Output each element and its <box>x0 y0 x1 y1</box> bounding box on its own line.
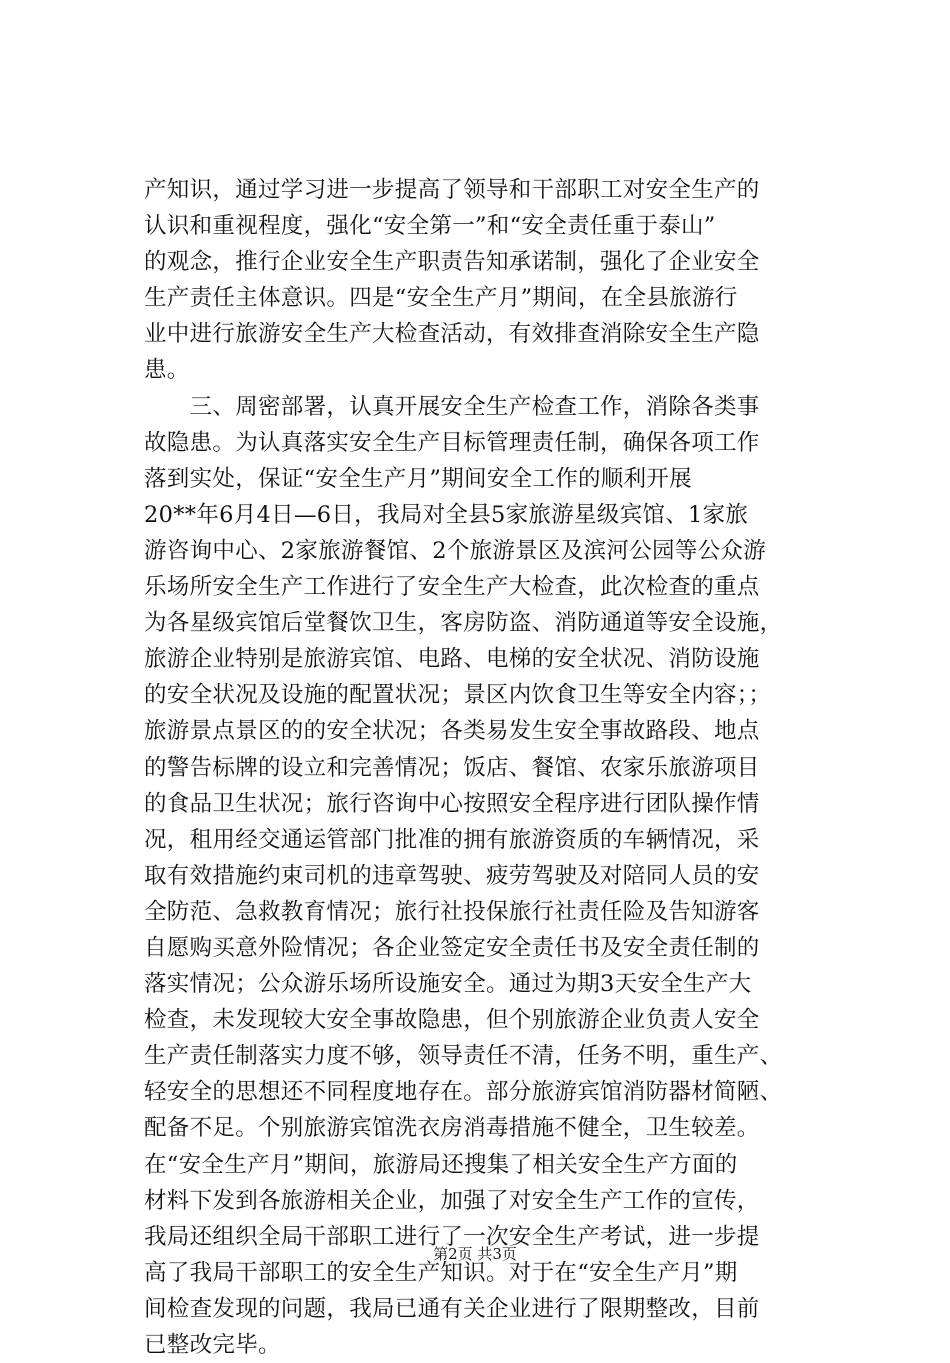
text-line: 生产责任主体意识。四是“安全生产月”期间，在全县旅游行 <box>144 285 738 312</box>
text-line: 全防范、急救教育情况；旅行社投保旅行社责任险及告知游客 <box>144 898 760 925</box>
text-line: 游咨询中心、2家旅游餐馆、2个旅游景区及滨河公园等公众游 <box>144 537 767 564</box>
text-line: 取有效措施约束司机的违章驾驶、疲劳驾驶及对陪同人员的安 <box>144 862 760 889</box>
text-line: 为各星级宾馆后堂餐饮卫生，客房防盗、消防通道等安全设施， <box>144 610 783 637</box>
text-line: 故隐患。为认真落实安全生产目标管理责任制，确保各项工作 <box>144 429 760 456</box>
text-line: 的安全状况及设施的配置状况；景区内饮食卫生等安全内容；； <box>144 682 772 709</box>
text-line: 的警告标牌的设立和完善情况；饭店、餐馆、农家乐旅游项目 <box>144 754 760 781</box>
page-footer <box>0 1244 950 1264</box>
text-line: 轻安全的思想还不同程度地存在。部分旅游宾馆消防器材简陋、 <box>144 1079 783 1106</box>
text-line: 三、周密部署，认真开展安全生产检查工作，消除各类事 <box>144 393 760 420</box>
text-line: 产知识，通过学习进一步提高了领导和干部职工对安全生产的 <box>144 177 760 203</box>
text-line: 乐场所安全生产工作进行了安全生产大检查，此次检查的重点 <box>144 574 760 601</box>
text-line: 生产责任制落实力度不够，领导责任不清，任务不明，重生产、 <box>144 1043 783 1070</box>
body-text <box>144 172 810 1363</box>
text-line: 检查，未发现较大安全事故隐患，但个别旅游企业负责人安全 <box>144 1007 760 1034</box>
text-line: 我局还组织全局干部职工进行了一次安全生产考试，进一步提 <box>144 1223 760 1250</box>
text-line: 患。 <box>144 357 190 384</box>
text-line: 自愿购买意外险情况；各企业签定安全责任书及安全责任制的 <box>144 934 760 961</box>
text-line: 的食品卫生状况；旅行咨询中心按照安全程序进行团队操作情 <box>144 790 760 817</box>
text-line: 间检查发现的问题，我局已通有关企业进行了限期整改，目前 <box>144 1295 760 1322</box>
text-line: 业中进行旅游安全生产大检查活动，有效排查消除安全生产隐 <box>144 321 760 348</box>
text-line: 20**年6月4日—6日，我局对全县5家旅游星级宾馆、1家旅 <box>144 501 749 528</box>
text-line: 的观念，推行企业安全生产职责告知承诺制，强化了企业安全 <box>144 249 760 276</box>
text-line: 落到实处，保证“安全生产月”期间安全工作的顺利开展 <box>144 465 693 492</box>
text-line: 旅游景点景区的的安全状况；各类易发生安全事故路段、地点 <box>144 718 760 745</box>
text-line: 旅游企业特别是旅游宾馆、电路、电梯的安全状况、消防设施 <box>144 646 760 673</box>
text-line: 高了我局干部职工的安全生产知识。对于在“安全生产月”期 <box>144 1259 738 1286</box>
text-line: 认识和重视程度，强化“安全第一”和“安全责任重于泰山” <box>144 213 716 240</box>
text-line: 材料下发到各旅游相关企业，加强了对安全生产工作的宣传， <box>144 1187 760 1214</box>
text-line: 配备不足。个别旅游宾馆洗衣房消毒措施不健全，卫生较差。 <box>144 1115 760 1142</box>
text-line: 况，租用经交通运管部门批准的拥有旅游资质的车辆情况，采 <box>144 826 760 853</box>
text-line: 落实情况；公众游乐场所设施安全。通过为期3天安全生产大 <box>144 971 752 998</box>
page-number: 第2页 共3页 <box>433 1245 517 1263</box>
text-line: 在“安全生产月”期间，旅游局还搜集了相关安全生产方面的 <box>144 1151 738 1178</box>
text-line: 已整改完毕。 <box>144 1332 281 1358</box>
